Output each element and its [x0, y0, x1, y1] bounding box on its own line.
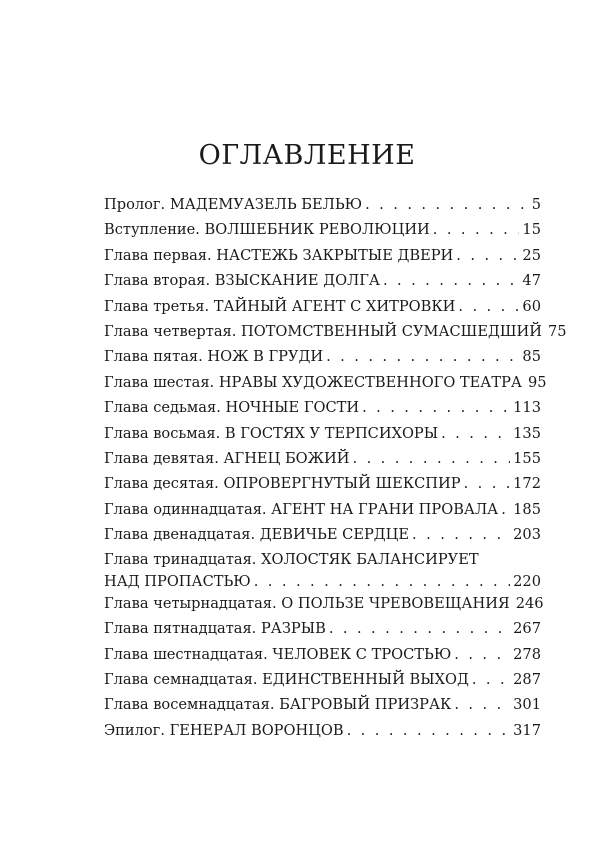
toc-page-number: 246	[515, 594, 544, 612]
dot-leader	[353, 450, 511, 468]
toc-page-number: 95	[527, 373, 547, 391]
toc-entry-text: Глава первая. НАСТЕЖЬ ЗАКРЫТЫЕ ДВЕРИ	[104, 246, 454, 264]
toc-entry-text: Вступление. ВОЛШЕБНИК РЕВОЛЮЦИИ	[104, 221, 430, 239]
toc-title: ОГЛАВЛЕНИЕ	[198, 140, 416, 171]
toc-page-number: 155	[513, 449, 541, 467]
dot-leader	[472, 671, 510, 689]
toc-entry-text: Пролог. МАДЕМУАЗЕЛЬ БЕЛЬЮ	[104, 196, 363, 213]
toc-entry-text: Глава тринадцатая. ХОЛОСТЯК БАЛАНСИРУЕТ	[104, 551, 479, 569]
toc-page-number: 203	[513, 526, 541, 544]
toc-page-number: 85	[522, 348, 541, 366]
toc-page-number: 60	[522, 297, 541, 315]
toc-entry-chapter-2[interactable]	[104, 272, 541, 297]
toc-entry-text: Эпилог. ГЕНЕРАЛ ВОРОНЦОВ	[104, 721, 344, 739]
toc-entry-chapter-10[interactable]	[104, 475, 541, 500]
toc-entry-prologue[interactable]	[104, 196, 541, 221]
toc-entry-text: Глава двенадцатая. ДЕВИЧЬЕ СЕРДЦЕ	[104, 526, 410, 544]
toc-entry-chapter-12[interactable]	[104, 526, 541, 551]
toc-page-number: 75	[547, 322, 567, 340]
dot-leader	[362, 399, 510, 417]
dot-leader	[464, 475, 511, 493]
toc-entry-text: Глава десятая. ОПРОВЕРГНУТЫЙ ШЕКСПИР	[104, 475, 461, 493]
toc-page-number: 25	[522, 246, 541, 264]
toc-entry-text: Глава восьмая. В ГОСТЯХ У ТЕРПСИХОРЫ	[104, 424, 439, 442]
toc-entry-epilogue[interactable]	[104, 722, 541, 747]
toc-entry-chapter-15[interactable]	[104, 620, 541, 645]
toc-entry-chapter-13[interactable]	[104, 551, 541, 594]
toc-entry-chapter-9[interactable]	[104, 450, 541, 475]
toc-page-number: 267	[513, 620, 541, 638]
toc-page-number: 47	[522, 272, 541, 290]
toc-page-number: 287	[513, 671, 541, 689]
toc-entry-text-line2: НАД ПРОПАСТЬЮ	[104, 573, 251, 591]
toc-entry-text: Глава седьмая. НОЧНЫЕ ГОСТИ	[104, 399, 360, 417]
toc-entry-introduction[interactable]	[104, 221, 541, 246]
dot-leader	[456, 247, 519, 265]
toc-entry-text: Глава одиннадцатая. АГЕНТ НА ГРАНИ ПРОВАЛА	[104, 500, 499, 518]
toc-page-number: 301	[513, 696, 541, 714]
toc-page-number: 5	[531, 196, 541, 213]
dot-leader	[326, 348, 519, 366]
dot-leader	[365, 196, 529, 214]
toc-entry-chapter-17[interactable]	[104, 671, 541, 696]
toc-entry-chapter-1[interactable]	[104, 247, 541, 272]
toc-entry-text: Глава пятая. НОЖ В ГРУДИ	[104, 348, 324, 366]
toc-entry-continuation	[104, 573, 541, 591]
dot-leader	[412, 526, 510, 544]
toc-entry-text: Глава пятнадцатая. РАЗРЫВ	[104, 620, 326, 638]
toc-entry-text: Глава третья. ТАЙНЫЙ АГЕНТ С ХИТРОВКИ	[104, 297, 456, 315]
toc-page-number: 278	[513, 645, 541, 663]
toc-entry-chapter-8[interactable]	[104, 425, 541, 450]
toc-page-number: 185	[513, 500, 541, 518]
toc-entry-chapter-14[interactable]	[104, 594, 544, 620]
dot-leader	[433, 221, 520, 239]
toc-entry-text: Глава семнадцатая. ЕДИНСТВЕННЫЙ ВЫХОД	[104, 671, 469, 689]
dot-leader	[458, 298, 519, 316]
toc-entry-chapter-18[interactable]	[104, 696, 541, 721]
dot-leader	[441, 425, 510, 443]
toc-page-number: 113	[513, 399, 541, 417]
toc-list	[104, 196, 567, 747]
toc-entry-text: Глава девятая. АГНЕЦ БОЖИЙ	[104, 449, 350, 467]
toc-entry-text: Глава четырнадцатая. О ПОЛЬЗЕ ЧРЕВОВЕЩАНИЯ	[104, 594, 510, 612]
dot-leader	[383, 272, 519, 290]
toc-entry-chapter-7[interactable]	[104, 399, 541, 424]
toc-entry-chapter-11[interactable]	[104, 501, 541, 526]
toc-entry-text: Глава четвертая. ПОТОМСТВЕННЫЙ СУМАСШЕДШИЙ	[104, 322, 542, 340]
toc-entry-text: Глава шестая. НРАВЫ ХУДОЖЕСТВЕННОГО ТЕАТРА	[104, 373, 522, 391]
dot-leader	[254, 573, 510, 591]
toc-entry-text: Глава вторая. ВЗЫСКАНИЕ ДОЛГА	[104, 272, 380, 290]
dot-leader	[454, 646, 510, 664]
toc-entry-chapter-16[interactable]	[104, 646, 541, 671]
toc-entry-chapter-4[interactable]	[104, 322, 567, 348]
toc-entry-text: Глава восемнадцатая. БАГРОВЫЙ ПРИЗРАК	[104, 696, 452, 714]
dot-leader	[501, 501, 510, 519]
dot-leader	[329, 620, 510, 638]
dot-leader	[347, 722, 511, 740]
toc-page-number: 135	[513, 424, 541, 442]
toc-page-number: 317	[513, 721, 541, 739]
toc-entry-text: Глава шестнадцатая. ЧЕЛОВЕК С ТРОСТЬЮ	[104, 645, 452, 663]
toc-entry-chapter-6[interactable]	[104, 373, 547, 399]
dot-leader	[454, 696, 510, 714]
toc-page-number: 172	[513, 475, 541, 493]
toc-page-number: 15	[522, 221, 541, 239]
toc-page-number: 220	[513, 573, 541, 591]
toc-entry-chapter-3[interactable]	[104, 298, 541, 323]
toc-entry-chapter-5[interactable]	[104, 348, 541, 373]
